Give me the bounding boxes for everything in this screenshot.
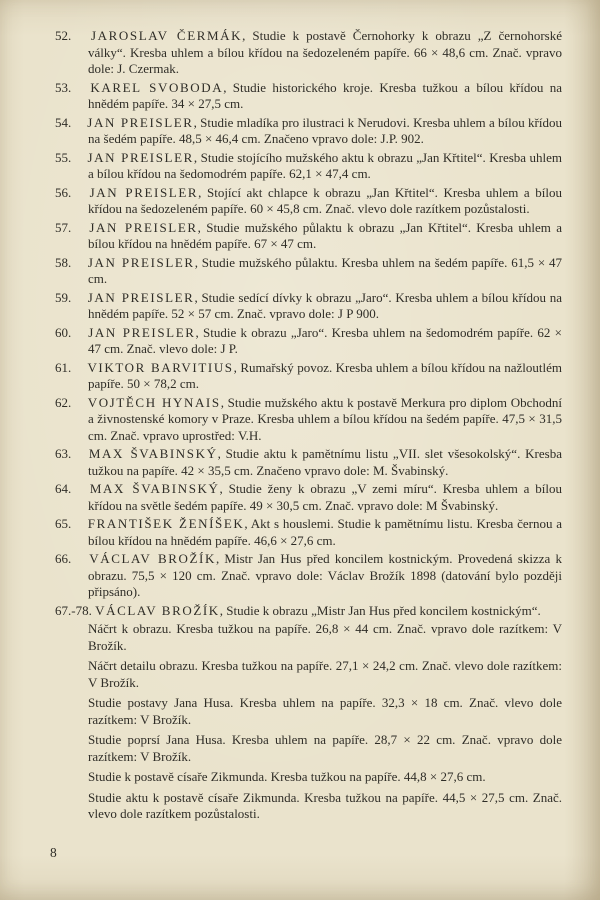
catalog-entry xyxy=(55,446,562,479)
catalog-entry xyxy=(55,325,562,358)
artist-name: VOJTĚCH HYNAIS xyxy=(87,394,221,410)
artist-name: VIKTOR BARVITIUS xyxy=(87,359,234,375)
entry-number: 66. xyxy=(55,551,72,566)
entry-number: 63. xyxy=(55,446,72,461)
catalog-entry xyxy=(55,360,562,393)
entry-text: , Studie stojícího mužského aktu k obrazu „Jan Křtitel“. Kresba uhlem a bílou křídou na šedomodrém papíře. 62,1 × 47,4 cm. xyxy=(88,149,563,181)
entry-number: 55. xyxy=(55,149,72,165)
entry-text: , Stojící akt chlapce k obrazu „Jan Křtitel“. Kresba uhlem a bílou křídou na šedozeleném papíře. 60 × 45,8 cm. Znač. vlevo dole razítkem pozůstalosti. xyxy=(88,184,562,216)
catalog-entry xyxy=(55,115,562,148)
catalog-entry-list xyxy=(55,28,562,827)
entry-text: , Studie mužského půlaktu k obrazu „Jan Křtitel“. Kresba uhlem a bílou křídou na hnědém papíře. 67 × 47 cm. xyxy=(88,219,562,251)
catalog-entry xyxy=(55,395,562,445)
artist-name: JAN PREISLER xyxy=(89,184,199,200)
entry-number: 61. xyxy=(55,359,72,375)
catalog-entry xyxy=(55,551,562,601)
catalog-subentry: Studie aktu k postavě císaře Zikmunda. Kresba tužkou na papíře. 44,5 × 27,5 cm. Znač. vlevo dole razítkem pozůstalosti. xyxy=(88,789,562,821)
entry-number: 67.-78. xyxy=(55,602,92,618)
artist-name: VÁCLAV BROŽÍK xyxy=(95,602,220,618)
entry-number: 65. xyxy=(55,516,72,531)
catalog-entry xyxy=(55,28,562,78)
artist-name: MAX ŠVABINSKÝ xyxy=(88,446,218,461)
catalog-entry xyxy=(55,290,562,323)
catalog-entry xyxy=(55,255,562,288)
catalog-entry xyxy=(55,603,562,620)
catalog-subentry: Náčrt detailu obrazu. Kresba tužkou na papíře. 27,1 × 24,2 cm. Znač. vlevo dole razítkem: V Brožík. xyxy=(88,658,562,690)
catalog-entry xyxy=(55,220,562,253)
entry-number: 64. xyxy=(55,481,72,496)
entry-text: , Studie sedící dívky k obrazu „Jaro“. Kresba uhlem a bílou křídou na hnědém papíře. 52 × 57 cm. Znač. vpravo dole: J P 900. xyxy=(88,289,562,321)
catalog-entry xyxy=(55,80,562,113)
catalog-subentry: Náčrt k obrazu. Kresba tužkou na papíře. 26,8 × 44 cm. Znač. vpravo dole razítkem: V Brožík. xyxy=(88,621,562,653)
artist-name: JAN PREISLER xyxy=(87,289,195,305)
entry-text: , Studie mladíka pro ilustraci k Nerudovi. Kresba uhlem a bílou křídou na šedém papíře. 48,5 × 46,4 cm. Značeno vpravo dole: J.P. 902. xyxy=(88,114,562,146)
entry-number: 54. xyxy=(55,114,72,130)
artist-name: JAN PREISLER xyxy=(87,114,194,130)
catalog-entry xyxy=(55,185,562,218)
artist-name: JAN PREISLER xyxy=(87,149,194,165)
artist-name: MAX ŠVABINSKÝ xyxy=(89,481,220,496)
catalog-subentry: Studie poprsí Jana Husa. Kresba uhlem na papíře. 28,7 × 22 cm. Znač. vpravo dole razítkem: V Brožík. xyxy=(88,732,562,764)
entry-number: 58. xyxy=(55,254,72,270)
entry-text: , Mistr Jan Hus před koncilem kostnickým. Provedená skizza k obrazu. 75,5 × 120 cm. Znač. vpravo dole: Václav Brožík 1898 (datování bylo později připsáno). xyxy=(88,551,563,599)
artist-name: VÁCLAV BROŽÍK xyxy=(89,551,216,566)
artist-name: FRANTIŠEK ŽENÍŠEK xyxy=(87,516,245,531)
entry-text: , Akt s houslemi. Studie k pamětnímu listu. Kresba černou a bílou křídou na hnědém papíře. 46,6 × 27,6 cm. xyxy=(88,516,562,548)
artist-name: JAN PREISLER xyxy=(87,254,195,270)
page-number: 8 xyxy=(50,845,57,860)
entry-number: 52. xyxy=(55,28,72,43)
entry-number: 56. xyxy=(55,184,72,200)
entry-number: 57. xyxy=(55,219,72,235)
entry-text: , Studie k obrazu „Jaro“. Kresba uhlem na šedomodrém papíře. 62 × 47 cm. Znač. vlevo dole: J P. xyxy=(88,324,562,356)
catalog-subentry: Studie k postavě císaře Zikmunda. Kresba tužkou na papíře. 44,8 × 27,6 cm. xyxy=(88,769,486,784)
artist-name: KAREL SVOBODA xyxy=(90,79,224,95)
entry-number: 59. xyxy=(55,289,72,305)
catalog-subentry: Studie postavy Jana Husa. Kresba uhlem na papíře. 32,3 × 18 cm. Znač. vlevo dole razítkem: V Brožík. xyxy=(88,695,562,727)
entry-number: 53. xyxy=(55,79,72,95)
entry-text: , Studie historického kroje. Kresba tužkou a bílou křídou na hnědém papíře. 34 × 27,5 cm. xyxy=(88,79,562,111)
catalog-entry xyxy=(55,150,562,183)
artist-name: JAN PREISLER xyxy=(88,324,196,340)
entry-number: 62. xyxy=(55,394,72,410)
catalog-entry xyxy=(55,516,562,549)
entry-number: 60. xyxy=(55,324,72,340)
entry-text: , Studie k obrazu „Mistr Jan Hus před koncilem kostnickým“. xyxy=(219,602,541,618)
entry-text: , Rumařský povoz. Kresba uhlem a bílou křídou na nažloutlém papíře. 50 × 78,2 cm. xyxy=(88,359,563,391)
entry-text: , Studie mužského půlaktu. Kresba uhlem na šedém papíře. 61,5 × 47 cm. xyxy=(88,254,562,286)
entry-text: , Studie aktu k pamětnímu listu „VII. slet všesokolský“. Kresba tužkou na papíře. 42 × 35,5 cm. Značeno vpravo dole: M. Švabinský. xyxy=(88,446,562,478)
entry-text: , Studie ženy k obrazu „V zemi míru“. Kresba uhlem a bílou křídou na světle šedém papíře. 49 × 30,5 cm. Znač. vpravo dole: M Švabinský. xyxy=(88,481,562,513)
artist-name: JAROSLAV ČERMÁK xyxy=(91,28,243,43)
entry-text: , Studie k postavě Černohorky k obrazu „Z černohorské války“. Kresba uhlem a bílou křídou na šedozeleném papíře. 66 × 48,6 cm. Znač. vpravo dole: J. Czermak. xyxy=(88,28,562,76)
artist-name: JAN PREISLER xyxy=(89,219,198,235)
entry-text: , Studie mužského aktu k postavě Merkura pro diplom Obchodní a živnostenské komory v Praze. Kresba uhlem a bílou křídou na šedém papíře. 47,5 × 31,5 cm. Znač. vpravo uprostřed: V.H. xyxy=(88,394,562,443)
catalog-entry xyxy=(55,481,562,514)
